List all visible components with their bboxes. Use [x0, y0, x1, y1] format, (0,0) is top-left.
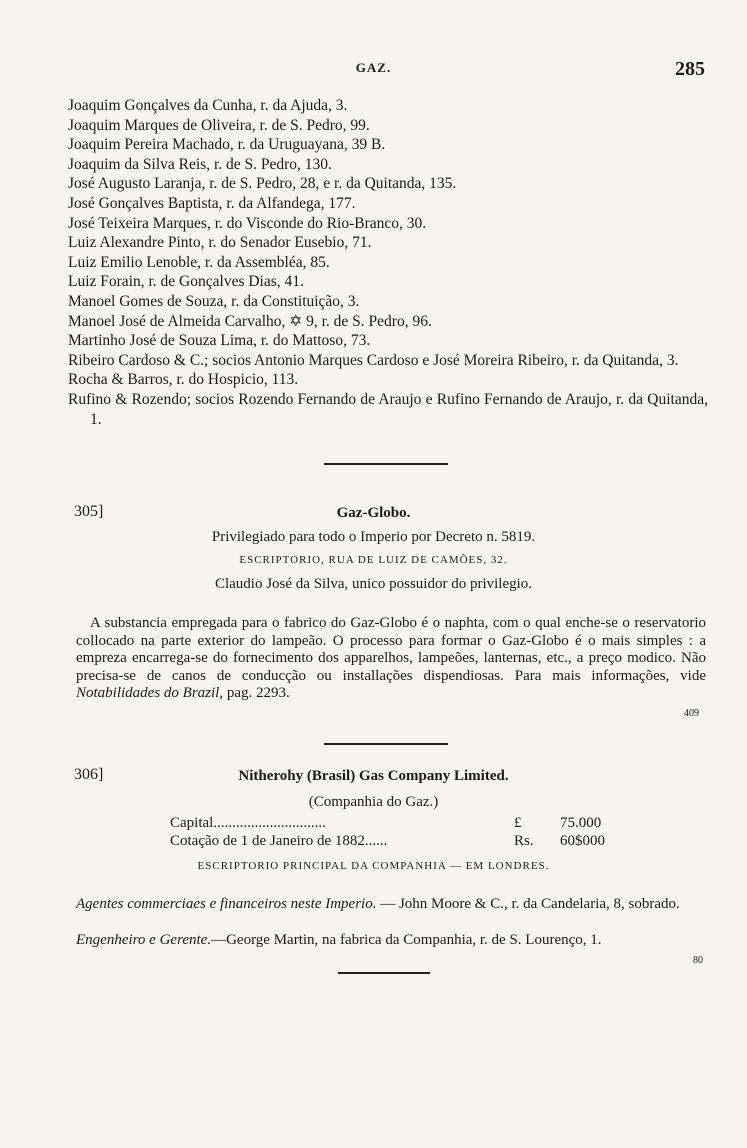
page-number: 285: [675, 58, 705, 80]
margin-number: 80: [693, 955, 703, 966]
office-address: ESCRIPTORIO, RUA DE LUIZ DE CAMÕES, 32.: [239, 554, 508, 566]
directory-entry: Joaquim Marques de Oliveira, r. de S. Pedro, 99.: [68, 116, 370, 134]
engineer-paragraph: [76, 932, 706, 950]
privilege-owner: Claudio José da Silva, unico possuidor do privilegio.: [214, 576, 533, 592]
section-divider: [338, 972, 430, 974]
directory-entry: Rocha & Barros, r. do Hospicio, 113.: [68, 371, 299, 389]
directory-entry: Luiz Alexandre Pinto, r. do Senador Eusebio, 71.: [68, 234, 372, 252]
directory-entry: Joaquim Pereira Machado, r. da Uruguayana, 39 B.: [68, 136, 386, 154]
section-number: 306]: [74, 766, 104, 783]
engineer-text: —George Martin, na fabrica da Companhia, r. de S. Lourenço, 1.: [211, 932, 602, 948]
directory-entry: José Teixeira Marques, r. do Visconde do Rio-Branco, 30.: [68, 214, 427, 232]
privilege-line: Privilegiado para todo o Imperio por Decreto n. 5819.: [211, 529, 536, 545]
directory-entry: Martinho José de Souza Lima, r. do Mattoso, 73.: [68, 332, 371, 350]
paragraph-text: A substancia empregada para o fabrico do Gaz-Globo é o naphta, com o qual enche-se o reservatorio collocado na parte exterior do lampeão. O processo para formar o Gaz-Globo é o mais simples : a empreza encarrega-se do fornecimento dos apparelhos, lampeões, lanternas, etc., a preço modico. Não precisa-se de canos de conducção ou installações dispendiosas. Para mais informações, vide: [76, 615, 706, 684]
description-paragraph: [76, 615, 706, 703]
page-header-title: GAZ.: [355, 60, 392, 75]
directory-entry: Manoel José de Almeida Carvalho, ✡ 9, r. de S. Pedro, 96.: [68, 312, 432, 330]
directory-entry: Luiz Emilio Lenoble, r. da Assembléa, 85.: [68, 253, 330, 271]
paragraph-page: pag. 2293.: [223, 685, 290, 701]
section-title: Gaz-Globo.: [336, 505, 411, 521]
capital-value: 75.000: [560, 815, 602, 831]
section-divider: [324, 743, 448, 745]
directory-entry: Rufino & Rozendo; socios Rozendo Fernando de Araujo e Rufino Fernando de Araujo, r. da Quitanda, 1.: [68, 390, 708, 428]
section-title: Nitherohy (Brasil) Gas Company Limited.: [238, 768, 509, 784]
agents-text: — John Moore & C., r. da Candelaria, 8, sobrado.: [376, 896, 680, 912]
agents-paragraph: [76, 896, 720, 914]
capital-label: Capital..............................: [170, 815, 326, 831]
section-subtitle: (Companhia do Gaz.): [308, 794, 439, 810]
directory-entry: Ribeiro Cardoso & C.; socios Antonio Marques Cardoso e José Moreira Ribeiro, r. da Quitanda, 3.: [68, 351, 679, 369]
directory-entry: José Augusto Laranja, r. de S. Pedro, 28, e r. da Quitanda, 135.: [68, 175, 457, 193]
quote-label: Cotação de 1 de Janeiro de 1882......: [170, 833, 388, 849]
paragraph-reference: Notabilidades do Brazil,: [76, 685, 224, 701]
section-divider: [324, 463, 448, 465]
directory-entry: Joaquim da Silva Reis, r. de S. Pedro, 130.: [68, 155, 332, 173]
quote-value: 60$000: [560, 833, 605, 849]
main-office: ESCRIPTORIO PRINCIPAL DA COMPANHIA — EM LONDRES.: [197, 860, 550, 872]
engineer-label: Engenheiro e Gerente.: [76, 932, 212, 948]
section-number: 305]: [74, 503, 104, 520]
agents-label: Agentes commerciaes e financeiros neste Imperio.: [76, 896, 377, 912]
quote-currency: Rs.: [514, 833, 534, 849]
directory-entry: José Gonçalves Baptista, r. da Alfandega, 177.: [68, 194, 356, 212]
directory-entry: Luiz Forain, r. de Gonçalves Dias, 41.: [68, 273, 304, 291]
directory-entry: Joaquim Gonçalves da Cunha, r. da Ajuda, 3.: [68, 97, 348, 114]
directory-entry: Manoel Gomes de Souza, r. da Constituição, 3.: [68, 292, 360, 310]
directory-entries: [68, 96, 708, 429]
capital-currency: £: [514, 815, 522, 831]
margin-number: 409: [684, 708, 699, 719]
